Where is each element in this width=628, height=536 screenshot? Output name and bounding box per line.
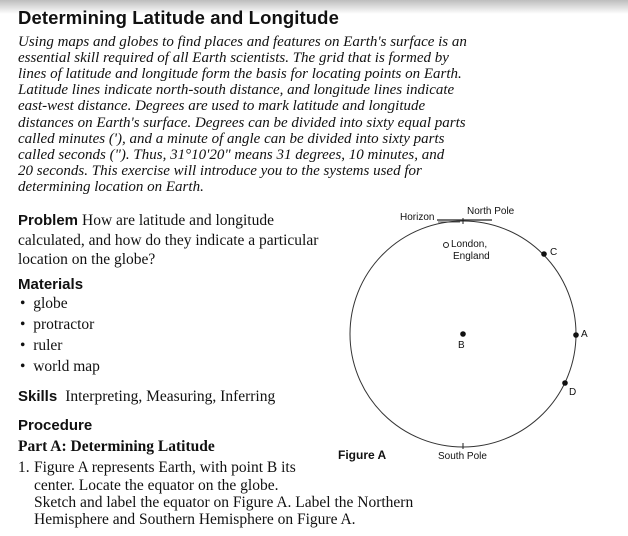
step-text: Hemisphere and Southern Hemisphere on Figure A. bbox=[34, 511, 356, 528]
intro-line: called minutes ('), and a minute of angle can be divided into sixty parts bbox=[18, 131, 445, 147]
intro-line: Latitude lines indicate north-south distance, and longitude lines indicate bbox=[18, 82, 455, 98]
step-number: 1. bbox=[18, 459, 30, 476]
point-b bbox=[460, 331, 466, 337]
london-label: England bbox=[453, 251, 490, 262]
page-title: Determining Latitude and Longitude bbox=[18, 7, 339, 28]
material-item: • world map bbox=[20, 358, 100, 375]
step-text: Figure A represents Earth, with point B its bbox=[34, 459, 296, 476]
material-item: • globe bbox=[20, 295, 68, 312]
intro-line: essential skill required of all Earth scientists. The grid that is formed by bbox=[18, 50, 449, 66]
step-text: center. Locate the equator on the globe. bbox=[34, 477, 279, 494]
problem-text: How are latitude and longitude bbox=[82, 212, 274, 229]
skills-heading: Skills bbox=[18, 388, 58, 405]
step-text: Sketch and label the equator on Figure A. Label the Northern bbox=[34, 494, 414, 511]
materials-heading: Materials bbox=[18, 276, 84, 293]
intro-line: east-west distance. Degrees are used to mark latitude and longitude bbox=[18, 98, 426, 114]
point-b-label: B bbox=[458, 340, 465, 351]
point-a-label: A bbox=[581, 329, 588, 340]
intro-line: 20 seconds. This exercise will introduce you to the systems used for bbox=[18, 163, 422, 179]
point-c-label: C bbox=[550, 247, 558, 258]
point-d-label: D bbox=[569, 387, 577, 398]
london-label: London, bbox=[451, 239, 488, 250]
procedure-heading: Procedure bbox=[18, 417, 93, 434]
intro-line: determining location on Earth. bbox=[18, 179, 204, 195]
point-a bbox=[573, 332, 579, 338]
point-d bbox=[562, 380, 568, 386]
part-a-heading: Part A: Determining Latitude bbox=[18, 438, 215, 455]
london-marker bbox=[444, 243, 449, 248]
problem-heading: Problem bbox=[18, 212, 79, 229]
intro-line: lines of latitude and longitude form the basis for locating points on Earth. bbox=[18, 66, 462, 82]
figure-caption: Figure A bbox=[338, 448, 387, 462]
material-item: • ruler bbox=[20, 337, 63, 354]
skills-text: Interpreting, Measuring, Inferring bbox=[65, 388, 276, 405]
point-c bbox=[541, 251, 547, 257]
intro-line: Using maps and globes to find places and features on Earth's surface is an bbox=[18, 34, 467, 50]
intro-line: called seconds ("). Thus, 31°10'20" means 31 degrees, 10 minutes, and bbox=[18, 147, 445, 163]
south-pole-label: South Pole bbox=[438, 451, 487, 462]
material-item: • protractor bbox=[20, 316, 95, 333]
problem-text: location on the globe? bbox=[18, 251, 156, 268]
north-pole-label: North Pole bbox=[467, 206, 515, 217]
intro-line: distances on Earth's surface. Degrees can be divided into sixty equal parts bbox=[18, 115, 466, 131]
horizon-label: Horizon bbox=[400, 212, 435, 223]
problem-text: calculated, and how do they indicate a particular bbox=[18, 232, 319, 249]
